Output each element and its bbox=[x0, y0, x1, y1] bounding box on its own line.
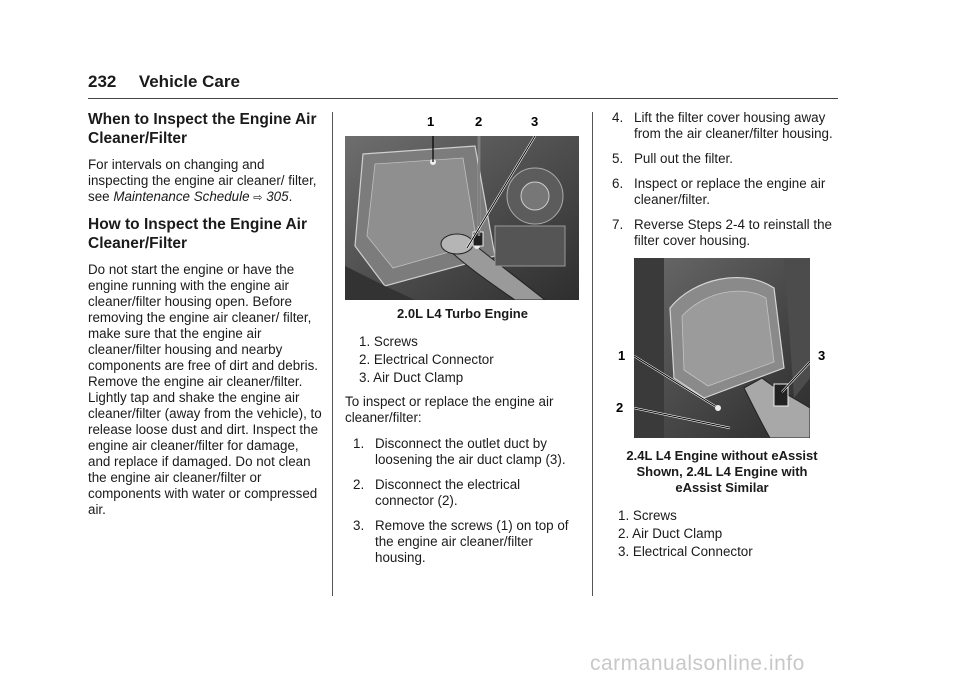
heading-how-to-inspect: How to Inspect the Engine Air Cleaner/Filter bbox=[88, 216, 308, 252]
callout-2: 2 bbox=[475, 114, 483, 129]
procedure-step: 7. Reverse Steps 2-4 to reinstall the filter cover housing. bbox=[612, 217, 832, 248]
procedure-step: 5. Pull out the filter. bbox=[612, 151, 733, 166]
procedure-steps bbox=[345, 436, 580, 566]
legend-item: 2. Air Duct Clamp bbox=[618, 526, 723, 541]
procedure-steps-continued bbox=[604, 110, 840, 249]
header-divider bbox=[88, 98, 838, 99]
column-divider bbox=[332, 112, 333, 596]
paragraph-how-to-inspect: Do not start the engine or have the engine running with the engine air cleaner/filter housing open. Before removing the engine air cleaner/ filter, make sure that the engine air cleaner/filter housing and nearby components are free of dirt and debris. Remove the engine air cleaner/filter. Lightly tap and shake the engine air cleaner/filter (away from the vehicle), to release loose dust and dirt. Inspect the engine air cleaner/filter for damage, and replace if damaged. Do not clean the engine air cleaner/filter or components with water or compressed air. bbox=[88, 262, 322, 517]
engine-figure-2-0l bbox=[345, 136, 579, 300]
procedure-step: 2. Disconnect the electrical connector (2). bbox=[353, 477, 521, 508]
figure-caption-2-0l: 2.0L L4 Turbo Engine bbox=[397, 306, 528, 321]
column-middle bbox=[345, 110, 580, 575]
section-title: Vehicle Care bbox=[138, 72, 240, 91]
callout-1: 1 bbox=[618, 348, 626, 363]
callout-3: 3 bbox=[818, 348, 826, 363]
figure-legend-2-0l bbox=[345, 334, 580, 386]
procedure-step: 1. Disconnect the outlet duct by loosening the air duct clamp (3). bbox=[353, 436, 566, 467]
callout-1: 1 bbox=[427, 114, 435, 129]
figure-caption-2-4l: 2.4L L4 Engine without eAssist Shown, 2.4L L4 Engine with eAssist Similar bbox=[626, 448, 818, 495]
engine-bay-illustration bbox=[345, 136, 579, 300]
legend-item: 1. Screws bbox=[618, 508, 677, 523]
callout-2: 2 bbox=[616, 400, 624, 415]
paragraph-when-to-inspect: For intervals on changing and inspecting the engine air cleaner/ filter, see Maintenance Schedule ⇨ 305. bbox=[88, 157, 317, 204]
figure-legend-2-4l bbox=[604, 508, 840, 560]
legend-item: 3. Electrical Connector bbox=[618, 544, 753, 559]
procedure-step: 3. Remove the screws (1) on top of the engine air cleaner/filter housing. bbox=[353, 518, 569, 565]
heading-when-to-inspect: When to Inspect the Engine Air Cleaner/Filter bbox=[88, 111, 317, 147]
page-ref-arrow-icon: ⇨ bbox=[253, 192, 263, 204]
legend-item: 3. Air Duct Clamp bbox=[359, 370, 464, 385]
procedure-step: 6. Inspect or replace the engine air cleaner/filter. bbox=[612, 176, 826, 207]
procedure-step: 4. Lift the filter cover housing away from the air cleaner/filter housing. bbox=[612, 110, 833, 141]
column-left bbox=[88, 110, 324, 527]
page-number: 232 bbox=[88, 72, 117, 91]
page-ref-number[interactable]: 305 bbox=[266, 189, 289, 204]
column-divider bbox=[592, 112, 593, 596]
legend-item: 1. Screws bbox=[359, 334, 418, 349]
watermark: carmanualsonline.info bbox=[590, 652, 805, 675]
maintenance-schedule-link[interactable]: Maintenance Schedule bbox=[113, 189, 250, 204]
page-header bbox=[88, 72, 838, 92]
legend-item: 2. Electrical Connector bbox=[359, 352, 494, 367]
engine-bay-illustration-2-4l bbox=[634, 258, 810, 438]
column-right bbox=[604, 110, 840, 562]
callout-3: 3 bbox=[531, 114, 539, 129]
procedure-intro: To inspect or replace the engine air cleaner/filter: bbox=[345, 394, 554, 425]
engine-figure-2-4l bbox=[634, 258, 810, 438]
